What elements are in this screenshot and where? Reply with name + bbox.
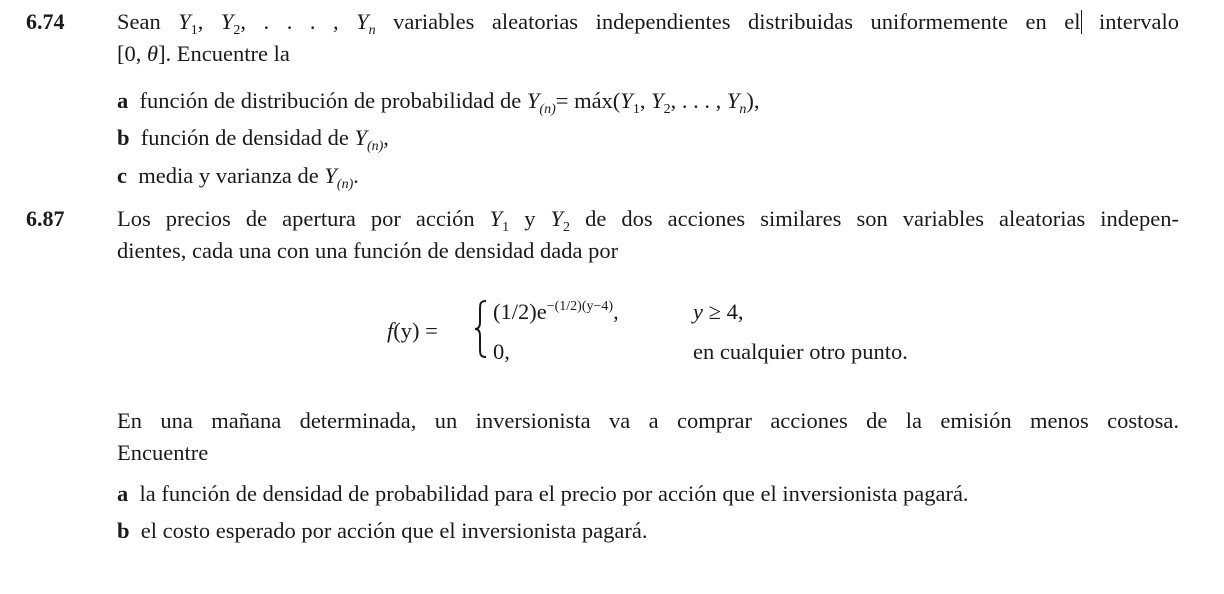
problem-6-87-item-b: b el costo esperado por acción que el inversionista pagará.	[117, 518, 648, 543]
problem-6-87-line2: dientes, cada una con una función de densidad dada por	[117, 238, 619, 263]
formula-case1-expr: $(1/2)e^{-(1/2)(y-4)}$,	[493, 299, 619, 324]
problem-6-87-line1: Los precios de apertura por acción $Y_1$ y $Y_2$ de dos acciones similares son variables aleatorias indepen-	[117, 206, 1179, 235]
formula-case2-condition: en cualquier otro punto.	[693, 339, 908, 364]
item-label-a: a	[117, 481, 129, 506]
formula-brace	[474, 300, 488, 358]
problem-6-74-item-c: c media y varianza de $Y_{(n)}$.	[117, 163, 359, 192]
problem-6-87-item-a: a la función de densidad de probabilidad para el precio por acción que el inversionista pagará.	[117, 481, 969, 506]
problem-6-74-item-a: a función de distribución de probabilidad de $Y_{(n)}=$ $máx(Y_1$, $Y_2$, . . . , $Y_n$),	[117, 88, 760, 117]
problem-6-74-intro-line2: [0, θ]. Encuentre la	[117, 41, 290, 66]
item-label-c: c	[117, 163, 127, 188]
problem-6-74-intro-line1: Sean $Y_1$, $Y_2$, . . . , $Y_n$ variables aleatorias independientes distribuidas uniformemente en el intervalo	[117, 9, 1179, 38]
problem-number-6-87: 6.87	[26, 206, 65, 231]
formula-case2-expr: 0,	[493, 339, 510, 364]
formula-lhs: f(y) =	[387, 318, 438, 343]
formula-case1-condition: y ≥ 4,	[693, 299, 744, 324]
problem-6-87-para2-line2: Encuentre	[117, 440, 209, 465]
problem-6-87-para2-line1: En una mañana determinada, un inversionista va a comprar acciones de la emisión menos costosa.	[117, 408, 1179, 433]
problem-number-6-74: 6.74	[26, 9, 65, 34]
problem-6-74-item-b: b función de densidad de $Y_{(n)}$,	[117, 125, 389, 154]
item-label-a: a	[117, 88, 129, 113]
item-label-b: b	[117, 125, 130, 150]
item-label-b: b	[117, 518, 130, 543]
